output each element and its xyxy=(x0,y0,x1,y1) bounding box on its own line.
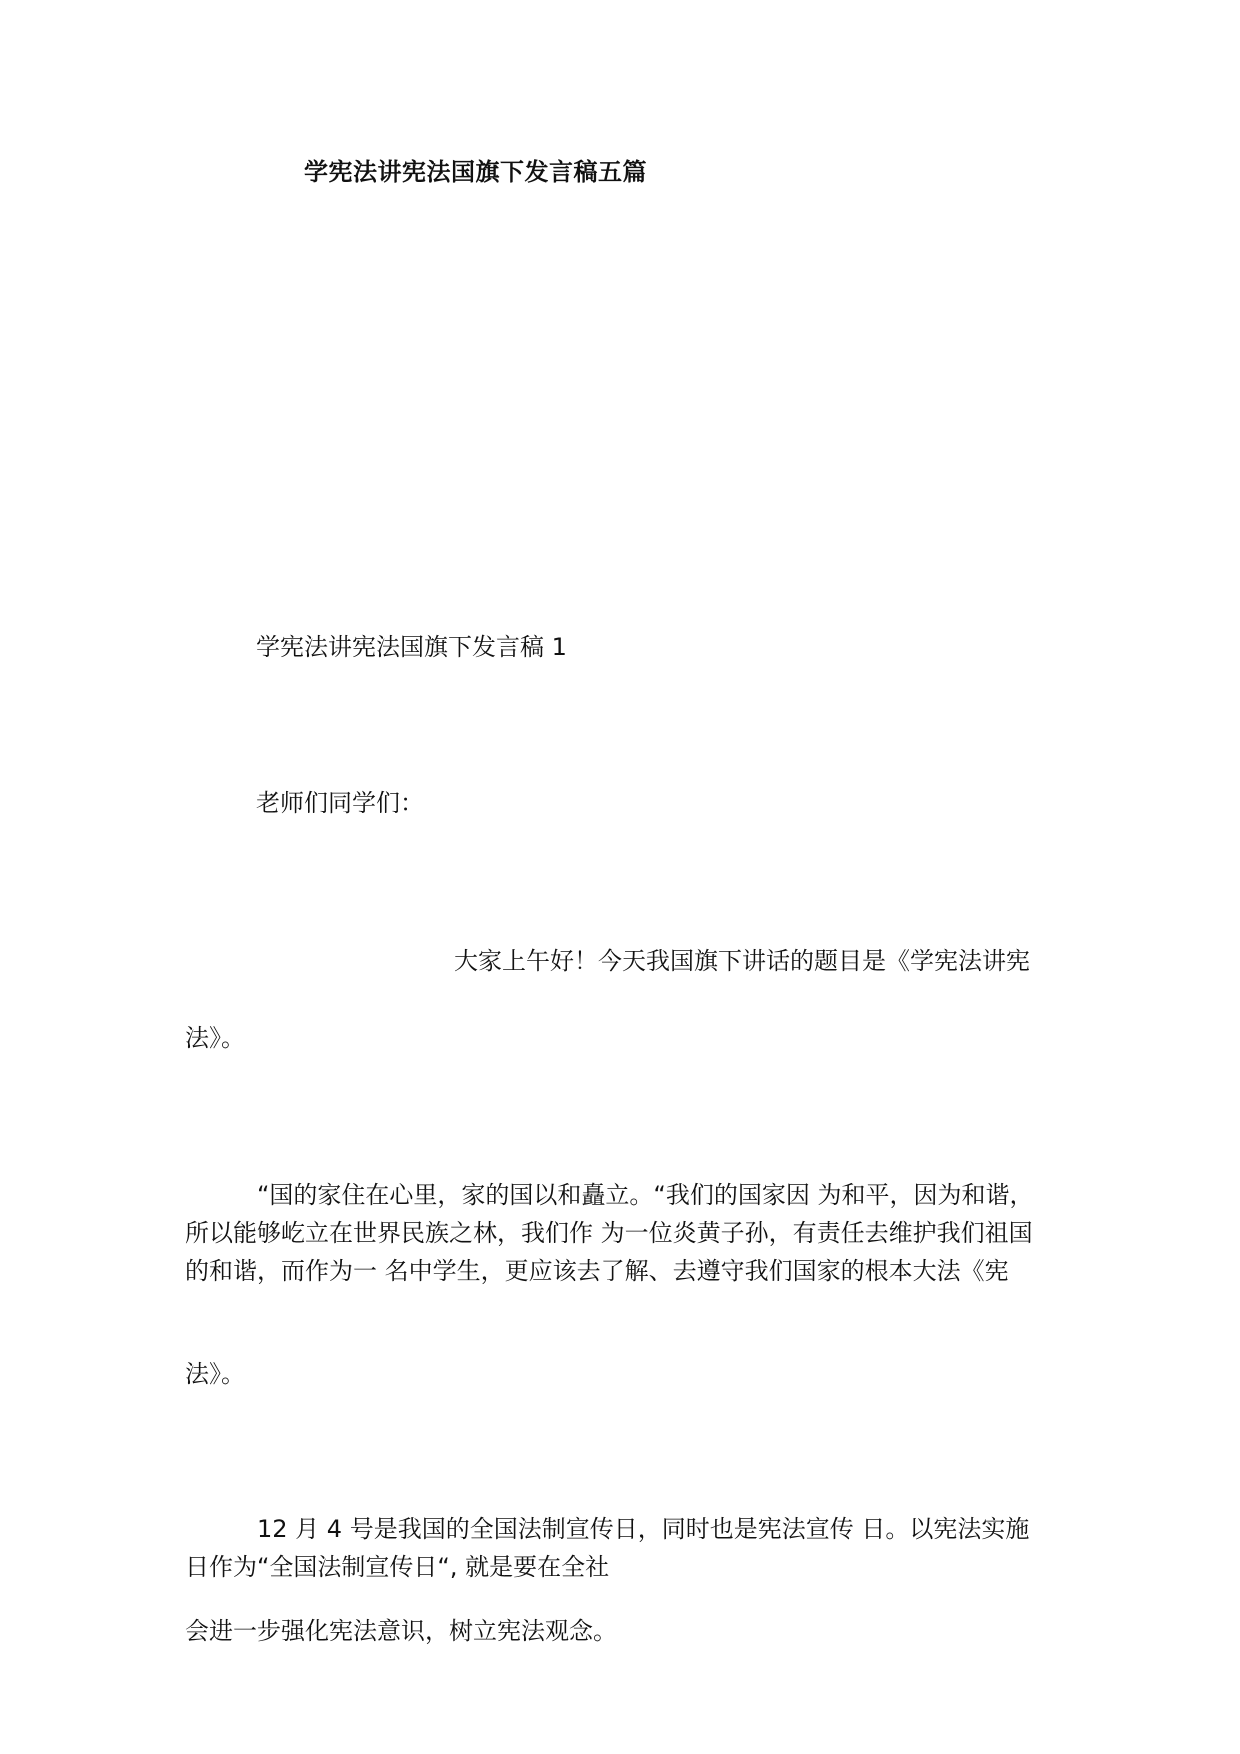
paragraph-1-tail: 法》。 xyxy=(185,1360,245,1388)
greeting-line-2: 法》。 xyxy=(185,1024,245,1052)
paragraph-1: “国的家住在心里，家的国以和矗立。“我们的国家因 为和平，因为和谐，所以能够屹立在世界民族之林，我们作 为一位炎黄子孙，有责任去维护我们祖国的和谐，而作为一 名中学生，更应该去了解、去遵守我们国家的根本大法《宪 xyxy=(185,1181,1034,1285)
salutation: 老师们同学们： xyxy=(256,789,424,817)
paragraph-2: 12 月 4 号是我国的全国法制宣传日，同时也是宪法宣传 日。以宪法实施日作为“全国法制宣传日“, 就是要在全社 xyxy=(185,1515,1030,1581)
document-title: 学宪法讲宪法国旗下发言稿五篇 xyxy=(304,158,647,186)
paragraph-2-tail: 会进一步强化宪法意识，树立宪法观念。 xyxy=(185,1617,617,1645)
greeting-line-1: 大家上午好！今天我国旗下讲话的题目是《学宪法讲宪 xyxy=(454,947,1030,975)
section-heading: 学宪法讲宪法国旗下发言稿 1 xyxy=(256,633,567,661)
